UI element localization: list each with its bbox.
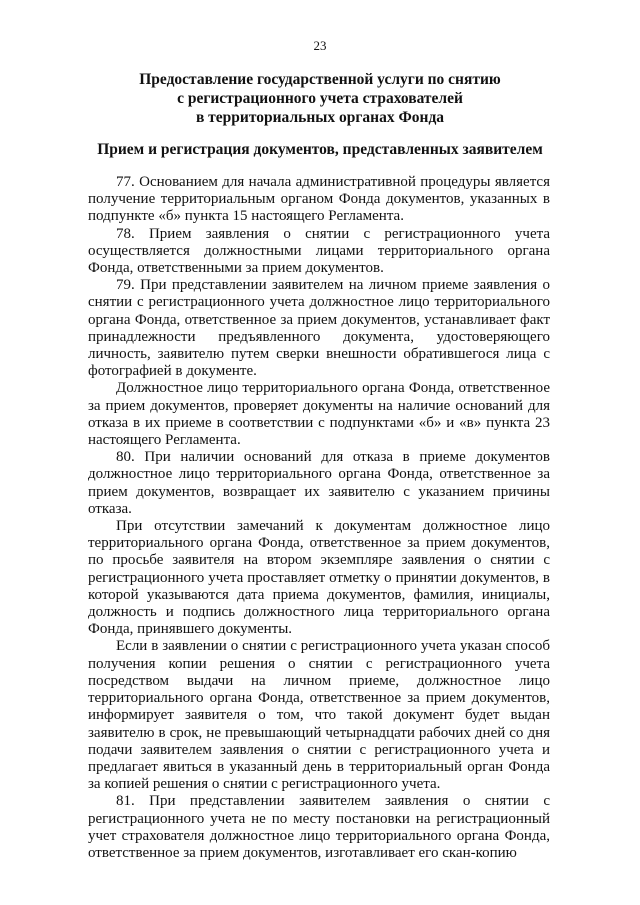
section-title bbox=[88, 70, 552, 127]
paragraph-79: 79. При представлении заявителем на личном приеме заявления о снятии с регистрационного учета должностное лицо территориального органа Фонда, ответственное за прием документов, устанавливает факт принадлежности предъявленного документа, удостоверяющего личность, заявителю путем сверки внешности обратившегося лица с фотографией в документе. bbox=[88, 277, 550, 380]
paragraph-81: 81. При представлении заявителем заявления о снятии с регистрационного учета не по месту постановки на регистрационный учет страхователя должностное лицо территориального органа Фонда, ответственное за прием документов, изготавливает его скан-копию bbox=[88, 793, 550, 861]
paragraph-80-cont-2: Если в заявлении о снятии с регистрационного учета указан способ получения копии решения о снятии с регистрационного учета посредством выдачи на личном приеме, должностное лицо территориального органа Фонда, ответственное за прием документов, информирует заявителя о том, что такой документ будет выдан заявителю в срок, не превышающий четырнадцати рабочих дней со дня подачи заявителем заявления о снятии с регистрационного учета и предлагает явиться в указанный день в территориальный орган Фонда за копией решения о снятии с регистрационного учета. bbox=[88, 638, 550, 793]
paragraph-77: 77. Основанием для начала административной процедуры является получение территориальным органом Фонда документов, указанных в подпункте «б» пункта 15 настоящего Регламента. bbox=[88, 174, 550, 225]
subsection-title: Прием и регистрация документов, представленных заявителем bbox=[97, 141, 543, 158]
page-number: 23 bbox=[313, 38, 327, 53]
paragraph-79-cont: Должностное лицо территориального органа Фонда, ответственное за прием документов, проверяет документы на наличие оснований для отказа в их приеме в соответствии с подпунктами «б» и «в» пункта 23 настоящего Регламента. bbox=[88, 380, 550, 449]
paragraph-78: 78. Прием заявления о снятии с регистрационного учета осуществляется должностными лицами территориального органа Фонда, ответственными за прием документов. bbox=[88, 225, 550, 277]
paragraph-80-cont-1: При отсутствии замечаний к документам должностное лицо территориального органа Фонда, ответственное за прием документов, по просьбе заявителя на втором экземпляре заявления о снятии с регистрационного учета проставляет отметку о принятии документов, в которой указываются дата приема документов, фамилия, инициалы, должность и подпись должностного лица территориального органа Фонда, принявшего документы. bbox=[88, 518, 550, 638]
section-title-line: с регистрационного учета страхователей bbox=[177, 90, 463, 107]
section-title-line: в территориальных органах Фонда bbox=[195, 109, 445, 126]
section-title-line: Предоставление государственной услуги по снятию bbox=[139, 71, 501, 88]
paragraph-80: 80. При наличии оснований для отказа в приеме документов должностное лицо территориального органа Фонда, ответственное за прием документов, возвращает их заявителю с указанием причины отказа. bbox=[88, 449, 550, 517]
document-body bbox=[88, 174, 550, 862]
